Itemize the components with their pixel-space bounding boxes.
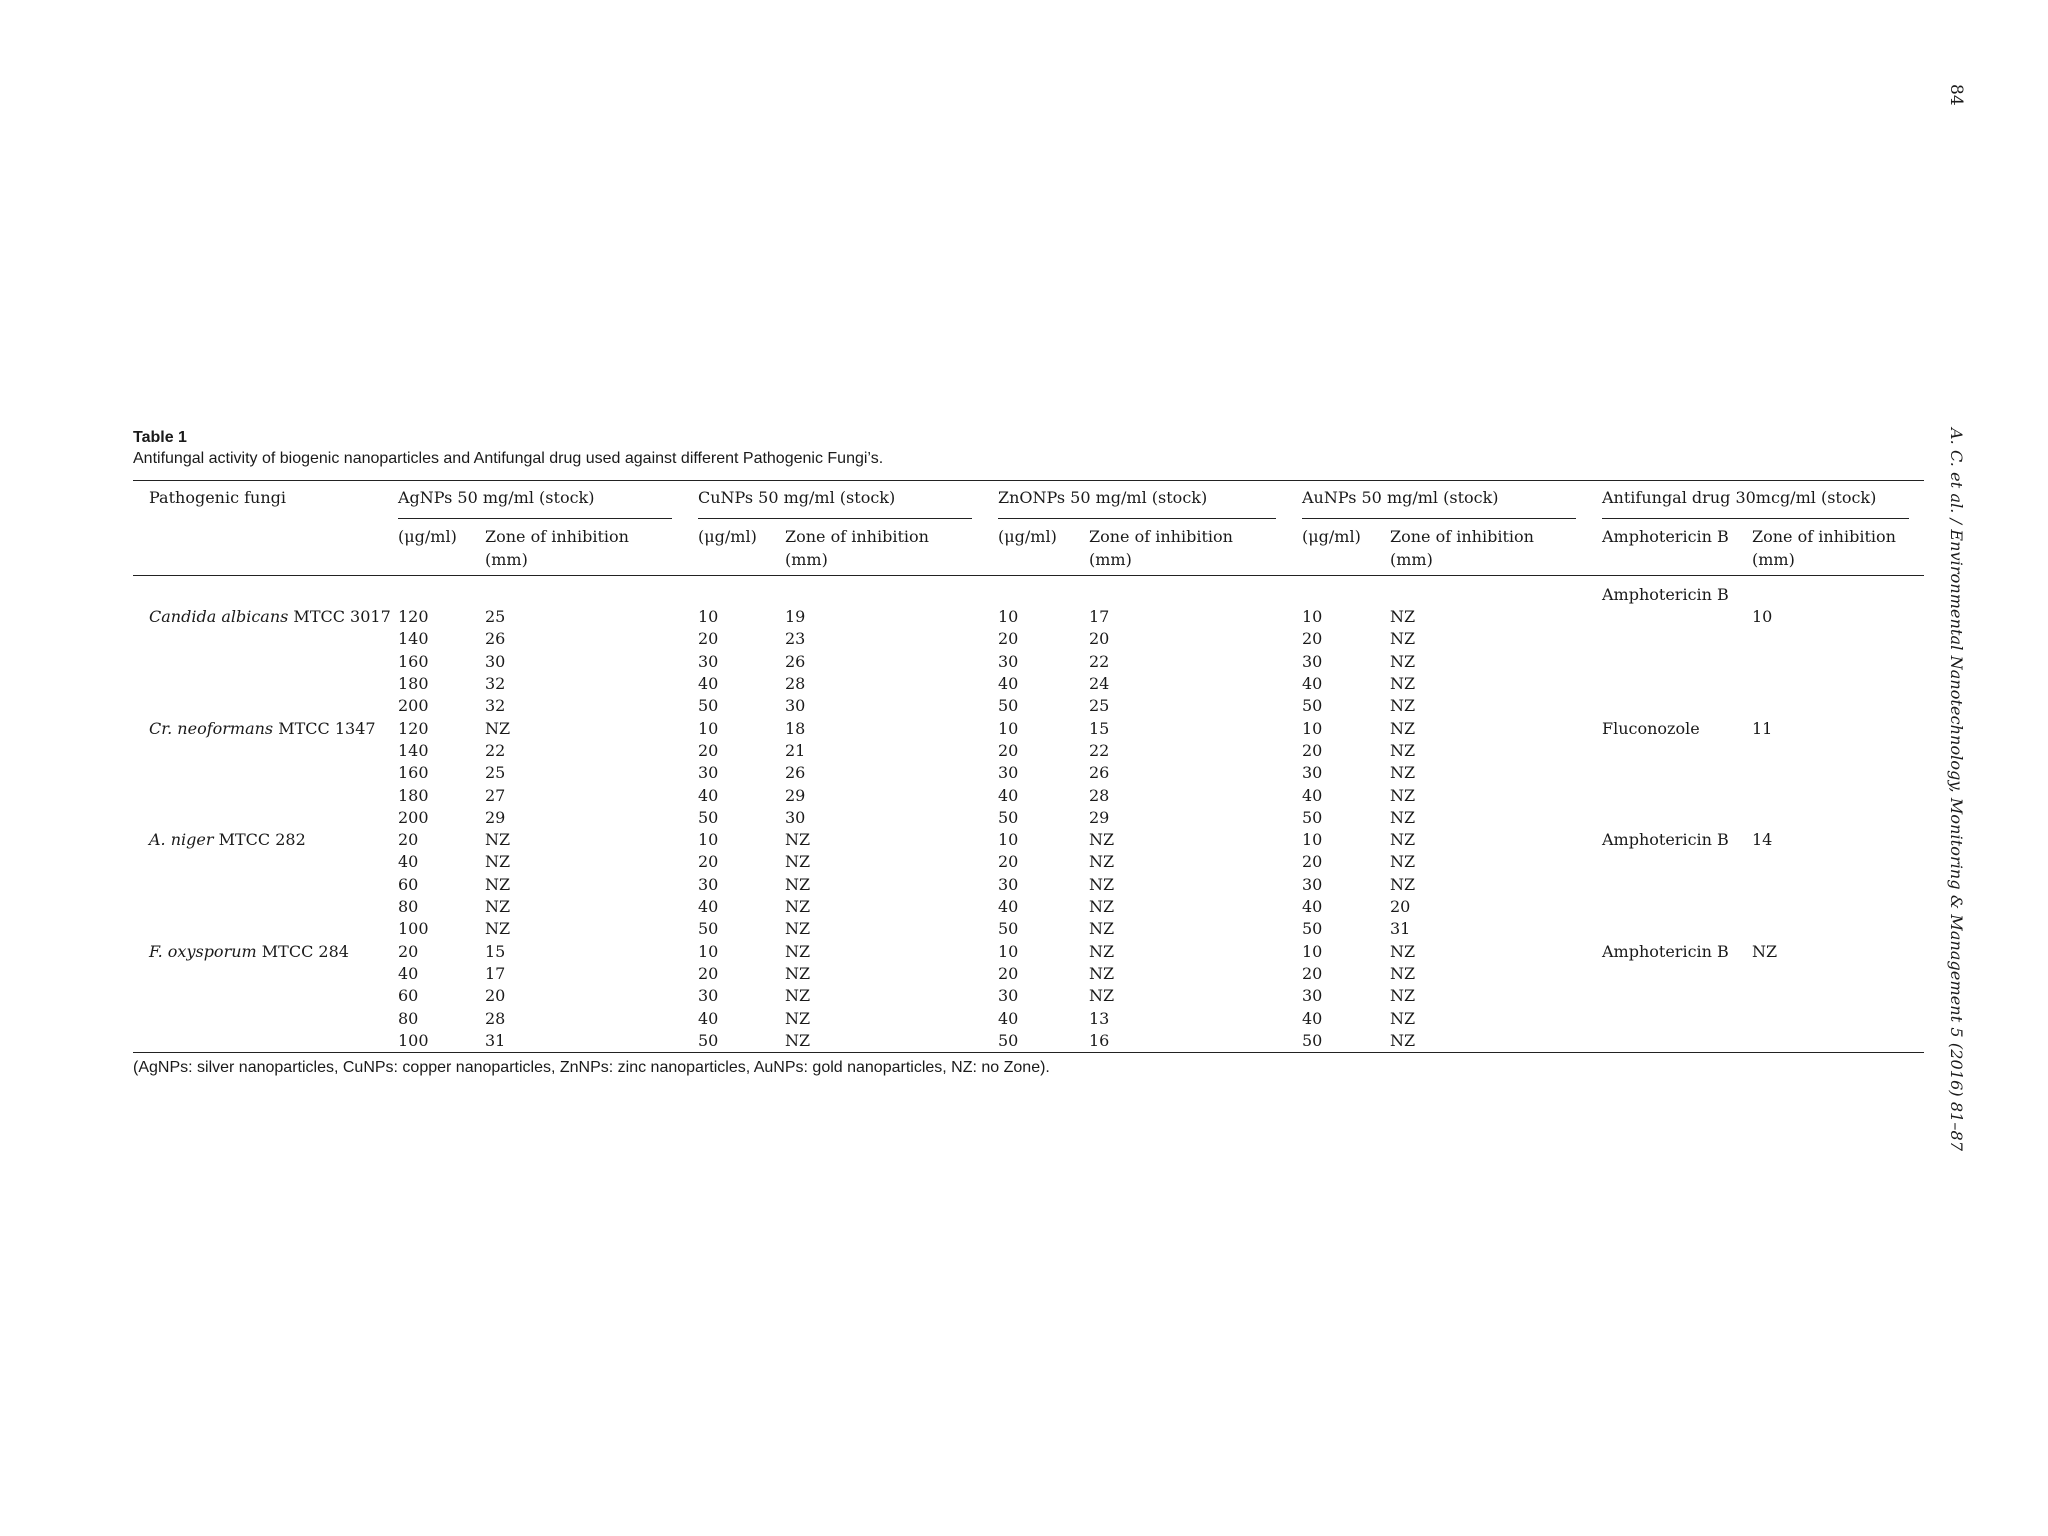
cell-cunps-conc: 30 bbox=[698, 763, 719, 783]
cell-cunps-zone: 19 bbox=[785, 607, 806, 627]
cell-agnps-conc: 180 bbox=[398, 674, 429, 694]
cell-cunps-conc: 20 bbox=[698, 740, 719, 760]
fungus-strain: MTCC 1347 bbox=[273, 718, 376, 738]
cell-znonps-conc: 50 bbox=[998, 696, 1019, 716]
cell-drug bbox=[1602, 673, 1752, 695]
fungus-species: F. oxysporum bbox=[149, 941, 257, 961]
cell-aunps-zone: NZ bbox=[1390, 852, 1416, 872]
cell-znonps-conc: 30 bbox=[998, 986, 1019, 1006]
cell-cunps-zone: 30 bbox=[785, 696, 806, 716]
cell-agnps-zone: 20 bbox=[485, 986, 506, 1006]
fungus-name-empty bbox=[133, 851, 398, 873]
cell-aunps-conc: 20 bbox=[1302, 852, 1323, 872]
cell-aunps-zone: NZ bbox=[1390, 629, 1416, 649]
header-pathogenic-fungi: Pathogenic fungi bbox=[149, 488, 287, 507]
bottom-rule bbox=[133, 1053, 1924, 1054]
cell-aunps-zone: NZ bbox=[1390, 941, 1416, 961]
cell-drug-zone bbox=[1752, 628, 1924, 650]
running-head: A. C. et al. / Environmental Nanotechnology, Monitoring & Management 5 (2016) 81–87 bbox=[1947, 428, 1966, 1152]
cell-drug-zone bbox=[1752, 1030, 1924, 1053]
cell-cunps-zone: 30 bbox=[785, 807, 806, 827]
fungus-name-empty bbox=[133, 896, 398, 918]
cell-cunps-zone: 26 bbox=[785, 651, 806, 671]
cell-cunps-conc: 10 bbox=[698, 718, 719, 738]
cell-aunps-zone: NZ bbox=[1390, 830, 1416, 850]
cell-aunps-conc: 20 bbox=[1302, 629, 1323, 649]
cell-cunps-zone: NZ bbox=[785, 941, 811, 961]
cell-agnps-zone: 15 bbox=[485, 941, 506, 961]
cell-agnps-conc: 140 bbox=[398, 629, 429, 649]
cell-cunps-conc: 30 bbox=[698, 874, 719, 894]
cell-znonps-zone: 22 bbox=[1089, 651, 1110, 671]
cell-drug-zone bbox=[1752, 785, 1924, 807]
cell-znonps-zone: NZ bbox=[1089, 897, 1115, 917]
cell-znonps-zone: 13 bbox=[1089, 1008, 1110, 1028]
table-row bbox=[133, 673, 1924, 695]
fungus-strain: MTCC 282 bbox=[213, 830, 306, 850]
cell-agnps-conc: 200 bbox=[398, 696, 429, 716]
table-caption: Antifungal activity of biogenic nanoparticles and Antifungal drug used against different Pathogenic Fungi’s. bbox=[133, 450, 884, 467]
cell-znonps-conc: 40 bbox=[998, 1008, 1019, 1028]
table-row bbox=[133, 896, 1924, 918]
fungus-name-empty bbox=[133, 807, 398, 829]
cell-cunps-zone: NZ bbox=[785, 986, 811, 1006]
table-row bbox=[133, 963, 1924, 985]
cell-agnps-conc: 180 bbox=[398, 785, 429, 805]
cell-znonps-conc: 30 bbox=[998, 763, 1019, 783]
cell-agnps-zone: 29 bbox=[485, 807, 506, 827]
cell-drug-zone bbox=[1752, 807, 1924, 829]
cell-cunps-zone: NZ bbox=[785, 1008, 811, 1028]
cell-cunps-conc: 50 bbox=[698, 807, 719, 827]
sub-header-zone: Zone of inhibition (mm) bbox=[1390, 527, 1534, 569]
cell-drug-zone bbox=[1752, 740, 1924, 762]
sub-header-conc: (μg/ml) bbox=[998, 527, 1057, 547]
table-row bbox=[133, 807, 1924, 829]
cell-agnps-conc: 20 bbox=[398, 941, 419, 961]
cell-znonps-conc: 50 bbox=[998, 919, 1019, 939]
cell-cunps-zone: NZ bbox=[785, 1030, 811, 1050]
cell-drug-zone bbox=[1752, 985, 1924, 1007]
cell-agnps-zone: 32 bbox=[485, 674, 506, 694]
cell-agnps-zone: 30 bbox=[485, 651, 506, 671]
cell-aunps-zone: NZ bbox=[1390, 696, 1416, 716]
fungus-name-empty bbox=[133, 985, 398, 1007]
cell-drug bbox=[1602, 606, 1752, 628]
cell-agnps-conc: 120 bbox=[398, 607, 429, 627]
cell-drug bbox=[1602, 963, 1752, 985]
cell-agnps-zone: 25 bbox=[485, 607, 506, 627]
group-header-antifungal-drug: Antifungal drug 30mcg/ml (stock) bbox=[1602, 481, 1924, 519]
cell-drug bbox=[1602, 1030, 1752, 1053]
cell-znonps-conc: 40 bbox=[998, 785, 1019, 805]
cell-drug-zone bbox=[1752, 874, 1924, 896]
fungus-name-empty bbox=[133, 963, 398, 985]
cell-agnps-conc: 120 bbox=[398, 718, 429, 738]
cell-znonps-conc: 50 bbox=[998, 807, 1019, 827]
cell-cunps-conc: 20 bbox=[698, 629, 719, 649]
fungus-name-empty bbox=[133, 762, 398, 784]
cell-znonps-conc: 10 bbox=[998, 830, 1019, 850]
group-header-row bbox=[133, 481, 1924, 519]
cell-cunps-zone: 29 bbox=[785, 785, 806, 805]
fungus-name-empty bbox=[133, 874, 398, 896]
cell-drug bbox=[1602, 740, 1752, 762]
cell-znonps-conc: 30 bbox=[998, 651, 1019, 671]
cell-agnps-conc: 40 bbox=[398, 852, 419, 872]
cell-cunps-conc: 10 bbox=[698, 607, 719, 627]
fungus-name bbox=[133, 941, 398, 963]
sub-header-zone: Zone of inhibition (mm) bbox=[485, 527, 629, 569]
cell-drug bbox=[1602, 785, 1752, 807]
cell-aunps-zone: NZ bbox=[1390, 874, 1416, 894]
cell-aunps-conc: 50 bbox=[1302, 696, 1323, 716]
cell-znonps-zone: 16 bbox=[1089, 1030, 1110, 1050]
cell-drug-zone: 11 bbox=[1752, 718, 1773, 738]
cell-agnps-conc: 200 bbox=[398, 807, 429, 827]
cell-znonps-conc: 20 bbox=[998, 740, 1019, 760]
fungus-name bbox=[133, 606, 398, 628]
cell-agnps-zone: 28 bbox=[485, 1008, 506, 1028]
cell-aunps-zone: NZ bbox=[1390, 763, 1416, 783]
table-footnote: (AgNPs: silver nanoparticles, CuNPs: copper nanoparticles, ZnNPs: zinc nanoparticles, AuNPs: gold nanoparticles, NZ: no Zone). bbox=[133, 1059, 1050, 1077]
cell-aunps-conc: 10 bbox=[1302, 830, 1323, 850]
cell-agnps-conc: 100 bbox=[398, 919, 429, 939]
fungus-name bbox=[133, 718, 398, 740]
cell-agnps-conc: 60 bbox=[398, 874, 419, 894]
table-row bbox=[133, 1008, 1924, 1030]
cell-aunps-zone: 20 bbox=[1390, 897, 1411, 917]
cell-aunps-zone: NZ bbox=[1390, 607, 1416, 627]
cell-aunps-conc: 40 bbox=[1302, 1008, 1323, 1028]
cell-aunps-conc: 40 bbox=[1302, 785, 1323, 805]
cell-drug bbox=[1602, 628, 1752, 650]
cell-cunps-conc: 40 bbox=[698, 897, 719, 917]
cell-aunps-conc: 10 bbox=[1302, 941, 1323, 961]
cell-znonps-conc: 50 bbox=[998, 1030, 1019, 1050]
cell-cunps-conc: 20 bbox=[698, 852, 719, 872]
cell-drug-zone bbox=[1752, 918, 1924, 940]
cell-znonps-zone: 26 bbox=[1089, 763, 1110, 783]
page-number: 84 bbox=[1946, 84, 1966, 106]
cell-znonps-zone: NZ bbox=[1089, 874, 1115, 894]
cell-agnps-zone: NZ bbox=[485, 897, 511, 917]
fungus-name-empty bbox=[133, 785, 398, 807]
cell-cunps-conc: 10 bbox=[698, 830, 719, 850]
cell-drug bbox=[1602, 651, 1752, 673]
cell-aunps-conc: 30 bbox=[1302, 874, 1323, 894]
cell-cunps-conc: 40 bbox=[698, 1008, 719, 1028]
table-label: Table 1 bbox=[133, 429, 187, 446]
cell-aunps-zone: NZ bbox=[1390, 785, 1416, 805]
cell-agnps-zone: 26 bbox=[485, 629, 506, 649]
cell-agnps-conc: 100 bbox=[398, 1030, 429, 1050]
cell-aunps-zone: NZ bbox=[1390, 963, 1416, 983]
sub-header-zone: Zone of inhibition (mm) bbox=[785, 527, 929, 569]
cell-aunps-conc: 20 bbox=[1302, 963, 1323, 983]
table-row bbox=[133, 785, 1924, 807]
sub-header-zone: Zone of inhibition (mm) bbox=[1752, 527, 1896, 569]
cell-drug-zone bbox=[1752, 651, 1924, 673]
cell-aunps-conc: 50 bbox=[1302, 807, 1323, 827]
cell-agnps-conc: 20 bbox=[398, 830, 419, 850]
fungus-name-empty bbox=[133, 740, 398, 762]
cell-agnps-conc: 40 bbox=[398, 963, 419, 983]
cell-znonps-conc: 30 bbox=[998, 874, 1019, 894]
cell-drug bbox=[1602, 896, 1752, 918]
cell-agnps-conc: 80 bbox=[398, 897, 419, 917]
cell-cunps-zone: NZ bbox=[785, 852, 811, 872]
cell-znonps-conc: 20 bbox=[998, 963, 1019, 983]
fungus-name-empty bbox=[133, 651, 398, 673]
cell-aunps-zone: NZ bbox=[1390, 674, 1416, 694]
cell-aunps-zone: NZ bbox=[1390, 651, 1416, 671]
cell-cunps-conc: 10 bbox=[698, 941, 719, 961]
cell-agnps-zone: 32 bbox=[485, 696, 506, 716]
sub-header-conc: (μg/ml) bbox=[398, 527, 457, 547]
cell-cunps-conc: 30 bbox=[698, 986, 719, 1006]
table-row bbox=[133, 762, 1924, 784]
cell-znonps-conc: 10 bbox=[998, 607, 1019, 627]
cell-znonps-zone: NZ bbox=[1089, 986, 1115, 1006]
cell-agnps-zone: 27 bbox=[485, 785, 506, 805]
cell-znonps-conc: 40 bbox=[998, 674, 1019, 694]
cell-agnps-conc: 140 bbox=[398, 740, 429, 760]
cell-znonps-zone: NZ bbox=[1089, 941, 1115, 961]
cell-agnps-zone: 17 bbox=[485, 963, 506, 983]
fungus-name-empty bbox=[133, 918, 398, 940]
cell-znonps-zone: 28 bbox=[1089, 785, 1110, 805]
cell-aunps-zone: NZ bbox=[1390, 1030, 1416, 1050]
cell-znonps-conc: 10 bbox=[998, 941, 1019, 961]
cell-drug bbox=[1602, 918, 1752, 940]
fungus-name bbox=[133, 829, 398, 851]
group-header-znonps: ZnONPs 50 mg/ml (stock) bbox=[998, 481, 1302, 519]
cell-drug bbox=[1602, 985, 1752, 1007]
cell-drug bbox=[1602, 851, 1752, 873]
table-row bbox=[133, 718, 1924, 740]
table-row bbox=[133, 941, 1924, 963]
table-row bbox=[133, 628, 1924, 650]
table-row bbox=[133, 651, 1924, 673]
cell-agnps-zone: NZ bbox=[485, 919, 511, 939]
table-row bbox=[133, 740, 1924, 762]
cell-znonps-zone: NZ bbox=[1089, 963, 1115, 983]
pre-row-drug: Amphotericin B bbox=[1602, 584, 1729, 604]
cell-znonps-zone: 29 bbox=[1089, 807, 1110, 827]
group-header-aunps: AuNPs 50 mg/ml (stock) bbox=[1302, 481, 1602, 519]
cell-agnps-zone: NZ bbox=[485, 718, 511, 738]
cell-drug-zone bbox=[1752, 673, 1924, 695]
cell-cunps-conc: 50 bbox=[698, 696, 719, 716]
cell-cunps-zone: NZ bbox=[785, 874, 811, 894]
cell-agnps-conc: 80 bbox=[398, 1008, 419, 1028]
cell-agnps-zone: NZ bbox=[485, 874, 511, 894]
cell-znonps-conc: 20 bbox=[998, 852, 1019, 872]
cell-cunps-conc: 40 bbox=[698, 785, 719, 805]
sub-header-zone: Zone of inhibition (mm) bbox=[1089, 527, 1233, 569]
cell-aunps-zone: NZ bbox=[1390, 807, 1416, 827]
cell-znonps-zone: NZ bbox=[1089, 852, 1115, 872]
sub-header-conc: (μg/ml) bbox=[698, 527, 757, 547]
cell-cunps-zone: 23 bbox=[785, 629, 806, 649]
cell-znonps-zone: NZ bbox=[1089, 919, 1115, 939]
cell-agnps-zone: 31 bbox=[485, 1030, 506, 1050]
cell-agnps-zone: NZ bbox=[485, 852, 511, 872]
table-row bbox=[133, 985, 1924, 1007]
cell-drug: Amphotericin B bbox=[1602, 830, 1729, 850]
cell-cunps-zone: NZ bbox=[785, 919, 811, 939]
cell-drug: Amphotericin B bbox=[1602, 941, 1729, 961]
cell-aunps-zone: 31 bbox=[1390, 919, 1411, 939]
cell-aunps-conc: 30 bbox=[1302, 763, 1323, 783]
cell-aunps-zone: NZ bbox=[1390, 986, 1416, 1006]
cell-agnps-conc: 60 bbox=[398, 986, 419, 1006]
cell-drug-zone: NZ bbox=[1752, 941, 1778, 961]
cell-agnps-zone: NZ bbox=[485, 830, 511, 850]
fungus-species: Candida albicans bbox=[149, 607, 289, 627]
cell-aunps-zone: NZ bbox=[1390, 740, 1416, 760]
cell-drug-zone bbox=[1752, 1008, 1924, 1030]
fungus-name-empty bbox=[133, 1008, 398, 1030]
cell-drug bbox=[1602, 695, 1752, 717]
table-row bbox=[133, 606, 1924, 628]
cell-agnps-zone: 25 bbox=[485, 763, 506, 783]
group-header-agnps: AgNPs 50 mg/ml (stock) bbox=[398, 481, 698, 519]
cell-znonps-zone: 24 bbox=[1089, 674, 1110, 694]
sub-header-drug: Amphotericin B bbox=[1602, 527, 1729, 547]
cell-aunps-zone: NZ bbox=[1390, 1008, 1416, 1028]
cell-aunps-conc: 40 bbox=[1302, 897, 1323, 917]
cell-aunps-conc: 30 bbox=[1302, 651, 1323, 671]
cell-znonps-zone: 20 bbox=[1089, 629, 1110, 649]
cell-cunps-zone: NZ bbox=[785, 963, 811, 983]
cell-drug-zone: 10 bbox=[1752, 607, 1773, 627]
table-row bbox=[133, 851, 1924, 873]
cell-aunps-conc: 20 bbox=[1302, 740, 1323, 760]
fungus-name-empty bbox=[133, 673, 398, 695]
cell-znonps-conc: 10 bbox=[998, 718, 1019, 738]
pre-row bbox=[133, 576, 1924, 606]
cell-agnps-conc: 160 bbox=[398, 763, 429, 783]
table-row bbox=[133, 695, 1924, 717]
cell-cunps-conc: 40 bbox=[698, 674, 719, 694]
cell-cunps-conc: 50 bbox=[698, 1030, 719, 1050]
cell-znonps-zone: 15 bbox=[1089, 718, 1110, 738]
group-header-cunps: CuNPs 50 mg/ml (stock) bbox=[698, 481, 998, 519]
cell-znonps-zone: NZ bbox=[1089, 830, 1115, 850]
cell-aunps-zone: NZ bbox=[1390, 718, 1416, 738]
cell-aunps-conc: 10 bbox=[1302, 718, 1323, 738]
cell-znonps-zone: 22 bbox=[1089, 740, 1110, 760]
cell-agnps-conc: 160 bbox=[398, 651, 429, 671]
table-row bbox=[133, 1030, 1924, 1053]
table-row bbox=[133, 918, 1924, 940]
cell-cunps-conc: 20 bbox=[698, 963, 719, 983]
cell-znonps-conc: 40 bbox=[998, 897, 1019, 917]
cell-aunps-conc: 30 bbox=[1302, 986, 1323, 1006]
cell-znonps-conc: 20 bbox=[998, 629, 1019, 649]
cell-aunps-conc: 40 bbox=[1302, 674, 1323, 694]
table-row bbox=[133, 874, 1924, 896]
cell-drug-zone bbox=[1752, 896, 1924, 918]
sub-header-conc: (μg/ml) bbox=[1302, 527, 1361, 547]
cell-cunps-zone: NZ bbox=[785, 830, 811, 850]
cell-drug-zone bbox=[1752, 762, 1924, 784]
data-table bbox=[133, 480, 1924, 1053]
cell-drug-zone bbox=[1752, 851, 1924, 873]
fungus-species: Cr. neoformans bbox=[149, 718, 274, 738]
table-body bbox=[133, 481, 1924, 1054]
fungus-strain: MTCC 284 bbox=[256, 941, 349, 961]
cell-aunps-conc: 10 bbox=[1302, 607, 1323, 627]
cell-cunps-zone: 26 bbox=[785, 763, 806, 783]
fungus-name-empty bbox=[133, 628, 398, 650]
cell-drug bbox=[1602, 807, 1752, 829]
cell-znonps-zone: 17 bbox=[1089, 607, 1110, 627]
cell-cunps-zone: 28 bbox=[785, 674, 806, 694]
table-row bbox=[133, 829, 1924, 851]
sub-header-row bbox=[133, 519, 1924, 575]
cell-znonps-zone: 25 bbox=[1089, 696, 1110, 716]
cell-cunps-conc: 50 bbox=[698, 919, 719, 939]
fungus-name-empty bbox=[133, 1030, 398, 1053]
cell-agnps-zone: 22 bbox=[485, 740, 506, 760]
fungus-species: A. niger bbox=[149, 830, 214, 850]
cell-drug bbox=[1602, 874, 1752, 896]
cell-drug: Fluconozole bbox=[1602, 718, 1700, 738]
cell-cunps-zone: NZ bbox=[785, 897, 811, 917]
cell-drug-zone bbox=[1752, 963, 1924, 985]
table-block bbox=[133, 428, 1924, 1077]
cell-cunps-conc: 30 bbox=[698, 651, 719, 671]
cell-cunps-zone: 18 bbox=[785, 718, 806, 738]
cell-aunps-conc: 50 bbox=[1302, 1030, 1323, 1050]
fungus-name-empty bbox=[133, 695, 398, 717]
cell-drug bbox=[1602, 1008, 1752, 1030]
cell-drug-zone bbox=[1752, 695, 1924, 717]
fungus-strain: MTCC 3017 bbox=[288, 607, 391, 627]
cell-aunps-conc: 50 bbox=[1302, 919, 1323, 939]
cell-drug bbox=[1602, 762, 1752, 784]
cell-drug-zone: 14 bbox=[1752, 830, 1773, 850]
cell-cunps-zone: 21 bbox=[785, 740, 806, 760]
